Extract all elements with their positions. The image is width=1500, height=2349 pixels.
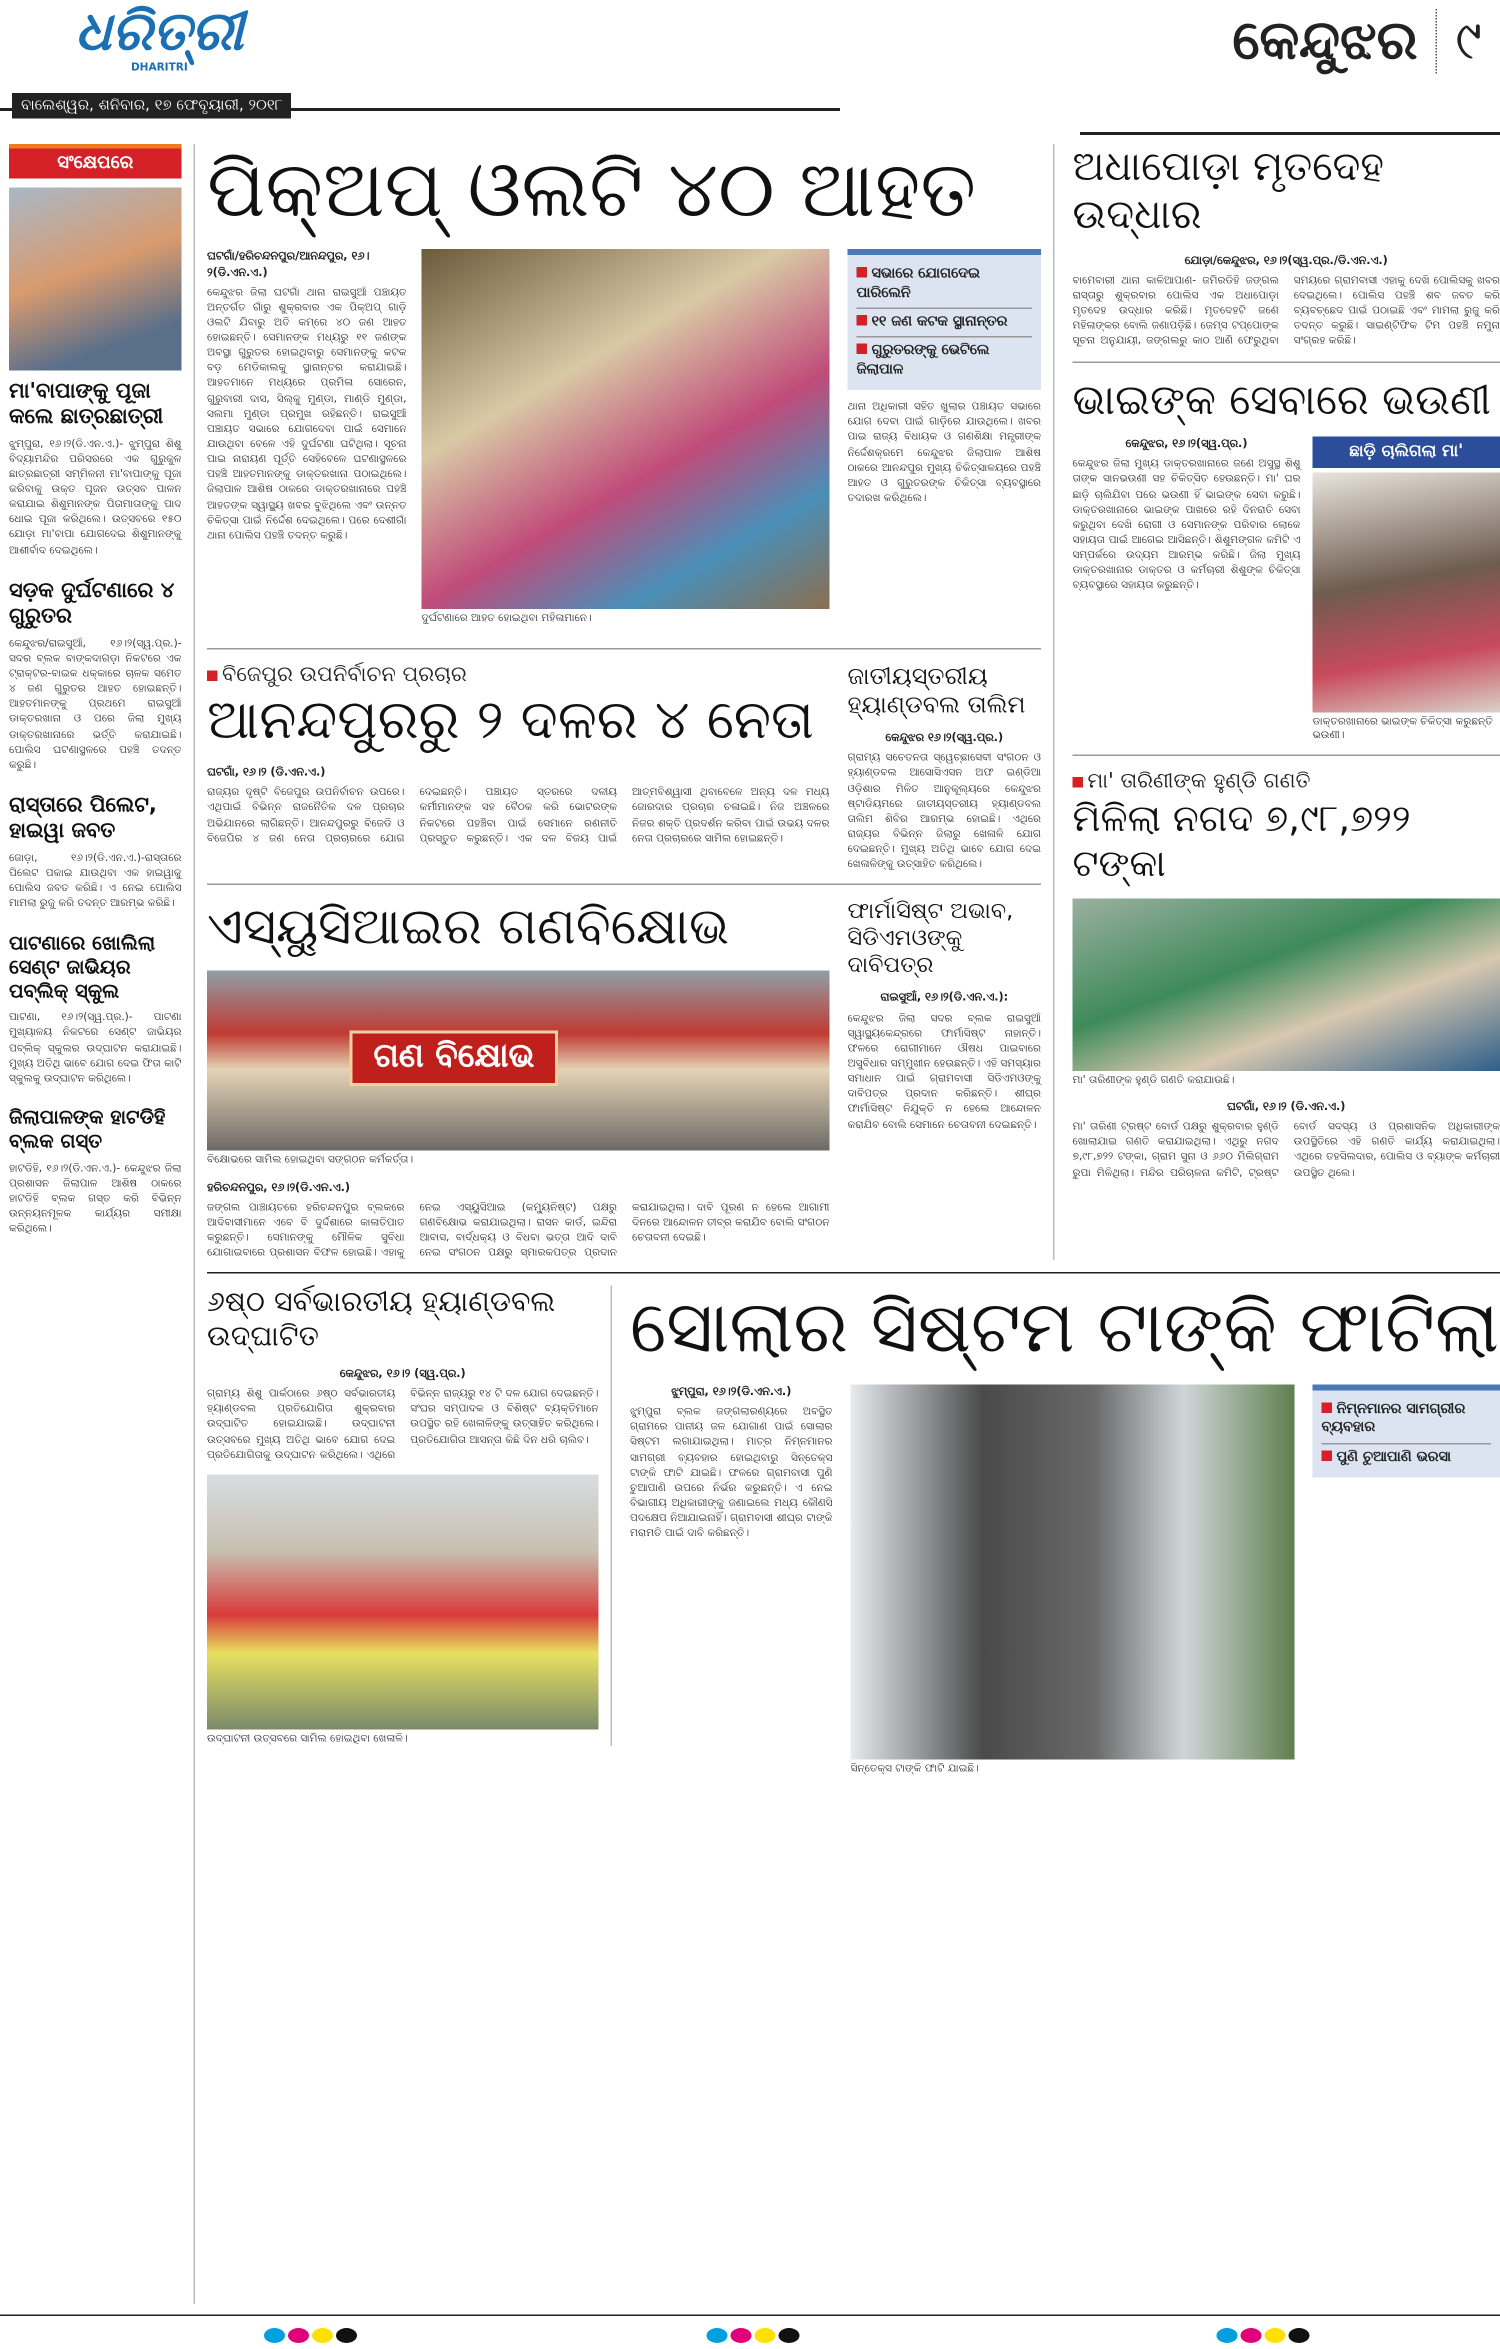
lead-dateline: ଘଟଗାଁ/ହରିଚନ୍ଦନପୁର/ଆନନ୍ଦପୁର, ୧୬।୨(ଡି.ଏନ.ଏ.) — [207, 250, 830, 280]
highlight-item — [857, 338, 1033, 384]
story-headline: ସୋଲାର ସିଷ୍ଟମ ଟାଙ୍କି ଫାଟିଲା — [630, 1286, 1500, 1372]
suci-row — [207, 898, 1041, 1261]
highlight-item — [1322, 1396, 1492, 1444]
lead-photo-caption: ଦୁର୍ଘଟଣାରେ ଆହତ ହୋଇଥିବା ମହିଳାମାନେ। — [422, 613, 830, 627]
brief-body: ପାଟଣା, ୧୬।୨(ସ୍ୱ.ପ୍ର.)- ପାଟଣା ମୁଖ୍ୟାଳୟ ନିକଟରେ ସେଣ୍ଟ ଜାଭିୟର ପବ୍ଲିକ୍ ସ୍କୁଲର ଉଦ୍‌ଘାଟନ କରାଯାଇଛି। ମୁଖ୍ୟ ଅତିଥି ଭାବେ ଯୋଗ ଦେଇ ଫିତା କାଟି ସ୍କୁଲକୁ ଉଦ୍‌ଘାଟନ କରିଥିଲେ। — [9, 1010, 182, 1086]
highlight-text: ସଭାରେ ଯୋଗଦେଇ ପାରିଲେନି — [857, 266, 980, 301]
story-kicker — [207, 661, 830, 688]
bullet-square-icon — [1322, 1450, 1333, 1461]
masthead-logo — [75, 6, 244, 74]
story-highlights-box — [1313, 1384, 1500, 1477]
brief-headline: ରାସ୍ତାରେ ପିଲେଟ, ହାଇୱା ଜବତ — [9, 793, 182, 846]
lead-side-col — [848, 250, 1042, 506]
story-headline: ଜାତୀୟସ୍ତରୀୟ ହ୍ୟାଣ୍ଡବଲ ତାଲିମ — [848, 661, 1042, 719]
bullet-square-icon — [857, 268, 868, 279]
story-headline: ମିଳିଲା ନଗଦ ୭,୯୮,୭୨୨ ଟଙ୍କା — [1073, 796, 1500, 886]
story-photo-caption: ବିକ୍ଷୋଭରେ ସାମିଲ ହୋଇଥିବା ସଙ୍ଗଠନ କର୍ମକର୍ତ୍ତା। — [207, 1154, 830, 1168]
story — [848, 898, 1042, 1132]
highlight-text: ପୁଣି ଚୁଆପାଣି ଭରସା — [1337, 1448, 1452, 1465]
middle-column — [207, 144, 1055, 1261]
story-photo — [207, 971, 830, 1151]
brief-headline: ସଡ଼କ ଦୁର୍ଘଟଣାରେ ୪ ଗୁରୁତର — [9, 579, 182, 632]
logo-english: DHARITRI — [75, 63, 244, 74]
story-label-box: ଛାଡ଼ି ଚାଲିଗଲା ମା' — [1313, 437, 1500, 467]
brief-column — [9, 144, 195, 2304]
story-kicker — [1073, 769, 1500, 796]
protest-banner: ଗଣ ବିକ୍ଷୋଭ — [350, 1031, 559, 1086]
lead-headline: ପିକ୍‌ଅପ୍ ଓଲଟି ୪୦ ଆହତ — [207, 144, 1041, 238]
lead-body-continued: ଥାନା ଅଧିକାରୀ ସହିତ ଖୁଲାର ପଞ୍ଚାୟତ ସଭାରେ ଯୋଗ ଦେବା ପାଇଁ ଗାଡ଼ିରେ ଯାଉଥିଲେ। ଖବର ପାଇ ରାଜ୍ୟ ବିଧାୟକ ଓ ଗଣଶିକ୍ଷା ମନ୍ତ୍ରୀଙ୍କ ନିର୍ଦ୍ଦେଶକ୍ରମେ କେନ୍ଦୁଝର ଜିଲାପାଳ ଆଶିଷ ଠାକରେ ଆନନ୍ଦପୁର ମୁଖ୍ୟ ଚିକିତ୍ସାଳୟରେ ପହଞ୍ଚି ଆହତ ଓ ଗୁରୁତରଙ୍କ ଚିକିତ୍ସା ବ୍ୟବସ୍ଥାରେ ତଦାରଖ କରିଥିଲେ। — [848, 399, 1042, 505]
highlight-item — [1322, 1444, 1492, 1472]
brief-body: ଝୁମ୍ପୁରା, ୧୬।୨(ଡି.ଏନ.ଏ.)- ଝୁମ୍ପୁରା ଶିଶୁ ବିଦ୍ୟାମନ୍ଦିର ପରିସରରେ ଏକ ଗୁରୁକୁଳ ଛାତ୍ରଛାତ୍ରୀ ସମ୍ମିଳନୀ ମା'ବାପାଙ୍କୁ ପୂଜା କରିବାକୁ ଉକ୍ତ ପୂଜନ ଉତ୍ସବ ପାଳନ କରାଯାଇ ଶିଶୁମାନଙ୍କ ପିତାମାତାଙ୍କୁ ପାଦ ଧୋଇ ପୂଜା କରିଥିଲେ। ଉତ୍ସବରେ ୧୫୦ ଯୋଡ଼ା ମା'ବାପା ଯୋଗଦେଇ ଶିଶୁମାନଙ୍କୁ ଆଶୀର୍ବାଦ ଦେଇଥିଲେ। — [9, 436, 182, 558]
lead-highlights-box — [848, 250, 1042, 391]
story-photo-block — [851, 1384, 1295, 1776]
highlight-text: ଗୁରୁତରଙ୍କୁ ଭେଟିଲେ ଜିଲାପାଳ — [857, 343, 990, 378]
divider — [1073, 361, 1500, 363]
story-body: ଗ୍ରାମ୍ୟ ଶିଶୁ ପାର୍କଠାରେ ୬ଷ୍ଠ ସର୍ବଭାରତୀୟ ହ୍ୟାଣ୍ଡବଲ ପ୍ରତିଯୋଗିତା ଶୁକ୍ରବାର ଉଦ୍‌ଘାଟିତ ହୋଇଯାଇଛି। ଉଦ୍‌ଘାଟନୀ ଉତ୍ସବରେ ମୁଖ୍ୟ ଅତିଥି ଭାବେ ଯୋଗ ଦେଇ ପ୍ରତିଯୋଗିତାକୁ ଉଦ୍‌ଘାଟନ କରିଥିଲେ। ଏଥିରେ ବିଭିନ୍ନ ରାଜ୍ୟରୁ ୧୪ ଟି ଦଳ ଯୋଗ ଦେଇଛନ୍ତି। ସଂଘର ସମ୍ପାଦକ ଓ ବିଶିଷ୍ଟ ବ୍ୟକ୍ତିମାନେ ଉପସ୍ଥିତ ରହି ଖେଳାଳିଙ୍କୁ ଉତ୍ସାହିତ କରିଥିଲେ। ପ୍ରତିଯୋଗିତା ଆସନ୍ତା କିଛି ଦିନ ଧରି ଚାଲିବ। — [207, 1386, 599, 1462]
logo-text: ଧରିତ୍ରୀ — [75, 2, 244, 64]
story-body: ରାଜ୍ୟର ଦୃଷ୍ଟି ବିଜେପୁର ଉପନିର୍ବାଚନ ଉପରେ। ଏଥିପାଇଁ ବିଭିନ୍ନ ରାଜନୈତିକ ଦଳ ପ୍ରଚାର ଅଭିଯାନରେ ଲାଗିଛନ୍ତି। ଆନନ୍ଦପୁରରୁ ବିଜେଡି ଓ ବିଜେପିର ୪ ଜଣ ନେତା ପ୍ରଚାରରେ ଯୋଗ ଦେଇଛନ୍ତି। ପଞ୍ଚାୟତ ସ୍ତରରେ ଦଳୀୟ କର୍ମୀମାନଙ୍କ ସହ ବୈଠକ କରି ଭୋଟରଙ୍କ ନିକଟରେ ପହଞ୍ଚିବା ପାଇଁ ସେମାନେ ରଣନୀତି ପ୍ରସ୍ତୁତ କରୁଛନ୍ତି। ଏକ ଦଳ ବିଜୟ ପାଇଁ ଆତ୍ମବିଶ୍ୱାସୀ ଥିବାବେଳେ ଅନ୍ୟ ଦଳ ମଧ୍ୟ ଜୋରଦାର ପ୍ରଚାର ଚଳାଇଛି। ନିଜ ଅଞ୍ଚଳରେ ନିଜର ଶକ୍ତି ପ୍ରଦର୍ଶନ କରିବା ପାଇଁ ଉଭୟ ଦଳର ନେତା ପ୍ରଚାରରେ ସାମିଲ ହୋଇଛନ୍ତି। — [207, 785, 830, 846]
lead-text-col — [207, 250, 830, 636]
story-body: ବାମେବାରୀ ଥାନା କାଳିଆପାଣ- ଜମିରଡିହି ଜଙ୍ଗଲ ରାସ୍ତାରୁ ଶୁକ୍ରବାର ପୋଲିସ ଏକ ଅଧାପୋଡ଼ା ମୃତଦେହ ଉଦ୍ଧାର କରିଛି। ମୃତଦେହଟି ଜଣେ ମହିଳାଙ୍କର ବୋଲି ଜଣାପଡ଼ିଛି। ଜେମ୍ସ ଟପ୍ପୋଙ୍କ ସୂଚନା ଅନୁଯାୟୀ, ଜଙ୍ଗଲରୁ କାଠ ଆଣି ଫେରୁଥିବା ସମୟରେ ଗ୍ରାମବାସୀ ଏହାକୁ ଦେଖି ପୋଲିସକୁ ଖବର ଦେଇଥିଲେ। ପୋଲିସ ପହଞ୍ଚି ଶବ ଜବତ କରି ବ୍ୟବଚ୍ଛେଦ ପାଇଁ ପଠାଇଛି ଏବଂ ମାମଲା ରୁଜୁ କରି ତଦନ୍ତ କରୁଛି। ସାଇଣ୍ଟିଫିକ ଟିମ ପହଞ୍ଚି ନମୁନା ସଂଗ୍ରହ କରିଛି। — [1073, 273, 1500, 349]
edition-dateline: ବାଲେଶ୍ୱର, ଶନିବାର, ୧୭ ଫେବୃୟାରୀ, ୨୦୧୮ — [12, 93, 292, 119]
story-headline: ଫାର୍ମାସିଷ୍ଟ ଅଭାବ, ସିଡିଏମଓଙ୍କୁ ଦାବିପତ୍ର — [848, 898, 1042, 979]
brief-headline: ଜିଲାପାଳଙ୍କ ହାଟଡିହି ବ୍ଲକ ଗସ୍ତ — [9, 1107, 182, 1156]
story-dateline: କେନ୍ଦୁଝର ୧୬।୨(ସ୍ୱ.ପ୍ର.) — [848, 731, 1042, 746]
divider — [1073, 755, 1500, 757]
story-photo-caption: ସିନ୍ତେକ୍ସ ଟାଙ୍କି ଫାଟି ଯାଇଛି। — [851, 1762, 1295, 1776]
kicker-text: ବିଜେପୁର ଉପନିର୍ବାଚନ ପ୍ରଚାର — [222, 663, 467, 687]
story — [207, 898, 830, 1261]
story-photo-caption: ମା' ତାରିଣୀଙ୍କ ହୁଣ୍ଡି ଗଣତି କରାଯାଉଛି। — [1073, 1073, 1500, 1087]
brief-headline: ମା'ବାପାଙ୍କୁ ପୂଜା କଲେ ଛାତ୍ରଛାତ୍ରୀ — [9, 379, 182, 432]
divider — [207, 1273, 1500, 1275]
lead-body: କେନ୍ଦୁଝର ଜିଲା ଘଟଗାଁ ଥାନା ରାଇସୁଆଁ ପଞ୍ଚାୟତ ଅନ୍ତର୍ଗତ ଗାଁରୁ ଶୁକ୍ରବାର ଏକ ପିକ୍‌ଅପ୍ ଗାଡ଼ି ଓଲଟି ଯିବାରୁ ଅତି କମ୍‌ରେ ୪୦ ଜଣ ଆହତ ହୋଇଛନ୍ତି। ସେମାନଙ୍କ ମଧ୍ୟରୁ ୧୧ ଜଣଙ୍କ ଅବସ୍ଥା ଗୁରୁତର ହୋଇଥିବାରୁ ସେମାନଙ୍କୁ କଟକ ବଡ଼ ମେଡିକାଲକୁ ସ୍ଥାନାନ୍ତର କରାଯାଇଛି। ଆହତମାନେ ମଧ୍ୟରେ ପ୍ରମିଳା ସୋରେନ, ଗୁରୁବାରୀ ଦାସ, ସିଲ୍କୁ ମୁଣ୍ଡା, ମାଣ୍ଡି ମୁଣ୍ଡା, ସଲମା ମୁଣ୍ଡା ପ୍ରମୁଖ ରହିଛନ୍ତି। ରାଇସୁଆଁ ପଞ୍ଚାୟତ ସଭାରେ ଯୋଗଦେବା ପାଇଁ ସେମାନେ ଯାଉଥିବା ବେଳେ ଏହି ଦୁର୍ଘଟଣା ଘଟିଥିଲା। ସୂଚନା ପାଇ ନାରାୟଣ ପୂର୍ତ୍ତି ସେହିବେଳେ ଘଟଣାସ୍ଥଳରେ ପହଞ୍ଚି ଆହତମାନଙ୍କୁ ଡାକ୍ତରଖାନା ପଠାଇଥିଲେ। ଜିଲାପାଳ ଆଶିଷ ଠାକରେ ଡାକ୍ତରଖାନାରେ ପହଞ୍ଚି ଆହତଙ୍କ ସ୍ୱାସ୍ଥ୍ୟ ଖବର ବୁଝିଥିଲେ ଏବଂ ଉନ୍ନତ ଚିକିତ୍ସା ପାଇଁ ନିର୍ଦ୍ଦେଶ ଦେଇଥିଲେ। ପରେ ଦେଶୀଗାଁ ଥାନା ପୋଲିସ ପହଞ୍ଚି ତଦନ୍ତ କରୁଛି। — [207, 284, 830, 543]
story-photo-block — [1313, 437, 1500, 743]
story-headline: ଆନନ୍ଦପୁରରୁ ୨ ଦଳର ୪ ନେତା — [207, 689, 830, 754]
story-photo — [1073, 898, 1500, 1071]
content-area — [9, 144, 1500, 2304]
story-text-col — [630, 1384, 833, 1541]
story — [848, 661, 1042, 872]
highlight-text: ୧୧ ଜଣ କଟକ ସ୍ଥାନାନ୍ତର — [872, 314, 1008, 331]
story-headline: ଏସ୍‌ୟୁସିଆଇର ଗଣବିକ୍ଷୋଭ — [207, 898, 830, 959]
bullet-square-icon — [1322, 1402, 1333, 1413]
story-dateline: ଘଟଗାଁ, ୧୬।୨ (ଡି.ଏନ.ଏ.) — [207, 765, 830, 780]
bullet-square-icon — [857, 315, 868, 326]
story — [207, 661, 830, 846]
story-body: ଝୁମ୍ପୁରା ବ୍ଲକ ଜଙ୍ଗଲାରଣ୍ୟରେ ଅବସ୍ଥିତ ଗ୍ରାମରେ ପାନୀୟ ଜଳ ଯୋଗାଣ ପାଇଁ ସୋଲାର ସିଷ୍ଟମ ଲଗାଯାଇଥିଲା। ମାତ୍ର ନିମ୍ନମାନର ସାମଗ୍ରୀ ବ୍ୟବହାର ହୋଇଥିବାରୁ ସିନ୍ତେକ୍ସ ଟାଙ୍କି ଫାଟି ଯାଇଛି। ଫଳରେ ଗ୍ରାମବାସୀ ପୁଣି ଚୁଆପାଣି ଉପରେ ନିର୍ଭର କରୁଛନ୍ତି। ଏ ନେଇ ବିଭାଗୀୟ ଅଧିକାରୀଙ୍କୁ ଜଣାଇଲେ ମଧ୍ୟ କୌଣସି ପଦକ୍ଷେପ ନିଆଯାଇନାହିଁ। ଗ୍ରାମବାସୀ ଶୀଘ୍ର ଟାଙ୍କି ମରାମତି ପାଇଁ ଦାବି କରିଛନ୍ତି। — [630, 1404, 833, 1541]
story-dateline: ରାଇସୁଆଁ, ୧୬।୨(ଡି.ଏନ.ଏ.): — [848, 991, 1042, 1006]
story-photo — [1313, 472, 1500, 712]
lead-photo-block — [422, 250, 830, 627]
brief-headline: ପାଟଣାରେ ଖୋଲିଲା ସେଣ୍ଟ ଜାଭିୟର ପବ୍ଲିକ୍ ସ୍କୁଲ — [9, 932, 182, 1005]
brief-photo — [9, 187, 182, 370]
highlight-item — [857, 262, 1033, 310]
story-headline: ଭାଇଙ୍କ ସେବାରେ ଭଉଣୀ — [1073, 374, 1500, 424]
story-row — [630, 1384, 1500, 1776]
main-area — [207, 144, 1500, 1777]
story-body: ଗ୍ରାମ୍ୟ ସଚେତନତା ସ୍ୱେଚ୍ଛାସେବୀ ସଂଗଠନ ଓ ହ୍ୟାଣ୍ଡବଲ ଆସୋସିଏସନ ଅଫ ଇଣ୍ଡିଆ ଓଡ଼ିଶାର ମିଳିତ ଆନୁକୂଲ୍ୟରେ କେନ୍ଦୁଝର ଷ୍ଟାଡିୟମରେ ଜାତୀୟସ୍ତରୀୟ ହ୍ୟାଣ୍ଡବଲ ତାଲିମ ଶିବିର ଆରମ୍ଭ ହୋଇଛି। ଏଥିରେ ରାଜ୍ୟର ବିଭିନ୍ନ ଜିଲାରୁ ଖେଳାଳି ଯୋଗ ଦେଇଛନ୍ତି। ମୁଖ୍ୟ ଅତିଥି ଭାବେ ଯୋଗ ଦେଇ ଖେଳାଳିଙ୍କୁ ଉତ୍ସାହିତ କରିଥିଲେ। — [848, 750, 1042, 872]
bottom-band — [207, 1286, 1500, 1777]
story-dateline: ହରିଚନ୍ଦନପୁର, ୧୬।୨(ଡି.ଏନ.ଏ.) — [207, 1180, 830, 1195]
story — [1073, 437, 1500, 743]
story-body: କେନ୍ଦୁଝର ଜିଲା ମୁଖ୍ୟ ଡାକ୍ତରଖାନାରେ ଜଣେ ଅସୁସ୍ଥ ଶିଶୁ ତାଙ୍କ ସାନଭଉଣୀ ସହ ଚିକିତ୍ସିତ ହେଉଛନ୍ତି। ମା' ଘର ଛାଡ଼ି ଚାଲିଯିବା ପରେ ଭଉଣୀ ହିଁ ଭାଇଙ୍କ ସେବା କରୁଛି। ଡାକ୍ତରଖାନାରେ ଭାଇଙ୍କ ପାଖରେ ରହି ଦିନରାତି ସେବା କରୁଥିବା ଦେଖି ରୋଗୀ ଓ ସେମାନଙ୍କ ପରିବାର ଲୋକେ ସହାୟତା ପାଇଁ ଆଗେଇ ଆସିଛନ୍ତି। ଶିଶୁମଙ୍ଗଳ କମିଟି ଏ ସମ୍ପର୍କରେ ଉଦ୍ୟମ ଆରମ୍ଭ କରିଛି। ଜିଲା ମୁଖ୍ୟ ଡାକ୍ତରଖାନାର ଡାକ୍ତର ଓ କର୍ମଚାରୀ ଶିଶୁଙ୍କ ଚିକିତ୍ସା ବ୍ୟବସ୍ଥାରେ ସହାୟତା କରୁଛନ୍ତି। — [1073, 456, 1301, 593]
section-header — [1232, 9, 1482, 74]
brief-body: କେନ୍ଦୁଝର/ରାଇସୁଆଁ, ୧୬।୨(ସ୍ୱ.ପ୍ର.)- ସଦର ବ୍ଲକ ବାଙ୍କଦାଗଡ଼ା ନିକଟରେ ଏକ ଟ୍ରାକ୍ଟର-ବାଇକ ଧକ୍କାରେ ଚାଳକ ସମେତ ୪ ଜଣ ଗୁରୁତର ଆହତ ହୋଇଛନ୍ତି। ଆହତମାନଙ୍କୁ ପ୍ରଥମେ ରାଇସୁଆଁ ଡାକ୍ତରଖାନା ଓ ପରେ ଜିଲା ମୁଖ୍ୟ ଡାକ୍ତରଖାନାରେ ଭର୍ତ୍ତି କରାଯାଇଛି। ପୋଲିସ ଘଟଣାସ୍ଥଳରେ ପହଞ୍ଚି ତଦନ୍ତ କରୁଛି। — [9, 636, 182, 773]
story-headline: ୬ଷ୍ଠ ସର୍ବଭାରତୀୟ ହ୍ୟାଣ୍ଡବଲ ଉଦ୍‌ଘାଟିତ — [207, 1286, 599, 1354]
story-photo-caption: ଡାକ୍ତରଖାନାରେ ଭାଇଙ୍କ ଚିକିତ୍ସା କରୁଛନ୍ତି ଭଉଣୀ। — [1313, 715, 1500, 743]
section-rule — [1080, 132, 1500, 135]
lead-photo — [422, 250, 830, 610]
story — [207, 1286, 612, 1746]
bjp-row — [207, 661, 1041, 872]
footer-rule — [0, 2315, 1500, 2317]
story-photo — [851, 1384, 1295, 1759]
bullet-square-icon — [857, 344, 868, 355]
story-dateline: ଘଟଗାଁ, ୧୬।୨ (ଡି.ଏନ.ଏ.) — [1073, 1100, 1500, 1115]
top-band — [207, 144, 1500, 1261]
brief-body: ହାଟଡିହି, ୧୬।୨(ଡି.ଏନ.ଏ.)- କେନ୍ଦୁଝର ଜିଲା ପ୍ରଶାସନ ଜିଲାପାଳ ଆଶିଷ ଠାକରେ ହାଟଡିହି ବ୍ଲକ ଗସ୍ତ କରି ବିଭିନ୍ନ ଉନ୍ନୟନମୂଳକ କାର୍ଯ୍ୟର ସମୀକ୍ଷା କରିଥିଲେ। — [9, 1160, 182, 1236]
lead-story — [207, 250, 1041, 636]
story-body: କେନ୍ଦୁଝର ଜିଲା ସଦର ବ୍ଲକ ରାଇସୁଆଁ ସ୍ୱାସ୍ଥ୍ୟକେନ୍ଦ୍ରରେ ଫାର୍ମାସିଷ୍ଟ ନାହାନ୍ତି। ଫଳରେ ରୋଗୀମାନେ ଔଷଧ ପାଇବାରେ ଅସୁବିଧାର ସମ୍ମୁଖୀନ ହେଉଛନ୍ତି। ଏହି ସମସ୍ୟାର ସମାଧାନ ପାଇଁ ଗ୍ରାମବାସୀ ସିଡିଏମଓଙ୍କୁ ଦାବିପତ୍ର ପ୍ରଦାନ କରିଛନ୍ତି। ଶୀଘ୍ର ଫାର୍ମାସିଷ୍ଟ ନିଯୁକ୍ତି ନ ହେଲେ ଆନ୍ଦୋଳନ କରାଯିବ ବୋଲି ସେମାନେ ଚେତାବନୀ ଦେଇଛନ୍ତି। — [848, 1010, 1042, 1132]
bullet-square-icon — [207, 670, 218, 681]
story-photo — [207, 1474, 599, 1729]
story-photo-caption: ଉଦ୍‌ଘାଟନୀ ଉତ୍ସବରେ ସାମିଲ ହୋଇଥିବା ଖେଳାଳି। — [207, 1732, 599, 1746]
story-body: ମା' ତାରିଣୀ ଟ୍ରଷ୍ଟ ବୋର୍ଡ ପକ୍ଷରୁ ଶୁକ୍ରବାର ହୁଣ୍ଡି ଖୋଲାଯାଇ ଗଣତି କରାଯାଇଥିଲା। ଏଥିରୁ ନଗଦ ୭,୯୮,୭୨୨ ଟଙ୍କା, ଗ୍ରାମ ସୁନା ଓ ୬୬୦ ମିଲିଗ୍ରାମ ରୁପା ମିଳିଥିଲା। ମନ୍ଦିର ପରିଚାଳନା କମିଟି, ଟ୍ରଷ୍ଟ ବୋର୍ଡ ସଦସ୍ୟ ଓ ପ୍ରଶାସନିକ ଅଧିକାରୀଙ୍କ ଉପସ୍ଥିତିରେ ଏହି ଗଣତି କାର୍ଯ୍ୟ କରାଯାଇଥିଲା। ଏଥିରେ ତହସିଲଦାର, ପୋଲିସ ଓ ବ୍ୟାଙ୍କ କର୍ମଚାରୀ ଉପସ୍ଥିତ ଥିଲେ। — [1073, 1119, 1500, 1180]
story-dateline: କେନ୍ଦୁଝର, ୧୬।୨ (ସ୍ୱ.ପ୍ର.) — [207, 1366, 599, 1381]
divider — [207, 648, 1041, 650]
story — [630, 1286, 1500, 1777]
story-dateline: ଯୋଡ଼ା/କେନ୍ଦୁଝର, ୧୬।୨(ସ୍ୱ.ପ୍ର./ଡି.ଏନ.ଏ.) — [1073, 253, 1500, 268]
page-number: ୯ — [1436, 9, 1482, 74]
brief-label: ସଂକ୍ଷେପରେ — [9, 144, 182, 178]
story-headline: ଅଧାପୋଡ଼ା ମୃତଦେହ ଉଦ୍ଧାର — [1073, 144, 1500, 241]
brief-body: ଜୋଡ଼ା, ୧୬।୨(ଡି.ଏନ.ଏ.)-ରାସ୍ତାରେ ପିଲେଟ ପକାଇ ଯାଉଥିବା ଏକ ହାଇୱାକୁ ପୋଲିସ ଜବତ କରିଛି। ଏ ନେଇ ପୋଲିସ ମାମଲା ରୁଜୁ କରି ତଦନ୍ତ ଆରମ୍ଭ କରିଛି। — [9, 850, 182, 911]
right-column — [1073, 144, 1500, 1180]
story-text-col — [1073, 437, 1301, 594]
story-dateline: କେନ୍ଦୁଝର, ୧୬।୨(ସ୍ୱ.ପ୍ର.) — [1073, 437, 1301, 452]
story-dateline: ଝୁମ୍ପୁରା, ୧୬।୨(ଡି.ଏନ.ଏ.) — [630, 1384, 833, 1399]
divider — [207, 884, 1041, 886]
story-body: ଜଙ୍ଗଲ ପାଞ୍ଚାୟତରେ ହରିଚନ୍ଦନପୁର ବ୍ଲକରେ ଆଦିବାସୀମାନେ ଏବେ ବି ଦୁର୍ଦ୍ଦଶାରେ କାଳାତିପାତ କରୁଛନ୍ତି। ସେମାନଙ୍କୁ ମୌଳିକ ସୁବିଧା ଯୋଗାଇବାରେ ପ୍ରଶାସନ ବିଫଳ ହୋଇଛି। ଏହାକୁ ନେଇ ଏସ୍‌ୟୁସିଆଇ (କମ୍ୟୁନିଷ୍ଟ) ପକ୍ଷରୁ ଗଣବିକ୍ଷୋଭ କରାଯାଇଥିଲା। ରାସନ କାର୍ଡ, ଇନ୍ଦିରା ଆବାସ, ବାର୍ଦ୍ଧକ୍ୟ ଓ ବିଧବା ଭତ୍ତା ଆଦି ଦାବି ନେଇ ସଂଗଠନ ପକ୍ଷରୁ ସ୍ମାରକପତ୍ର ପ୍ରଦାନ କରାଯାଇଥିଲା। ଦାବି ପୂରଣ ନ ହେଲେ ଆଗାମୀ ଦିନରେ ଆନ୍ଦୋଳନ ତୀବ୍ର କରାଯିବ ବୋଲି ସଂଗଠନ ଚେତାବନୀ ଦେଇଛି। — [207, 1200, 830, 1261]
highlight-item — [857, 309, 1033, 338]
section-title: କେନ୍ଦୁଝର — [1232, 9, 1417, 74]
bullet-square-icon — [1073, 778, 1084, 789]
highlight-text: ନିମ୍ନମାନର ସାମଗ୍ରୀର ବ୍ୟବହାର — [1322, 1401, 1466, 1436]
kicker-text: ମା' ତାରିଣୀଙ୍କ ହୁଣ୍ଡି ଗଣତି — [1088, 770, 1311, 794]
